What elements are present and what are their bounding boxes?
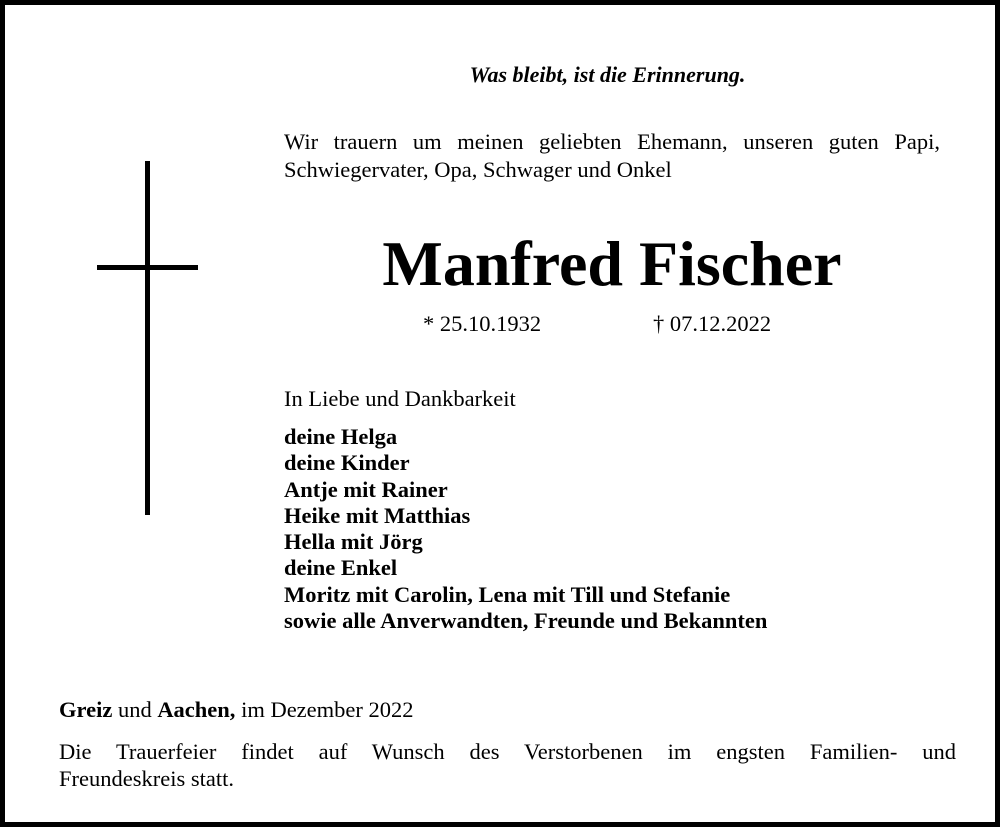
city-aachen: Aachen,	[157, 697, 236, 722]
mourner-line: Moritz mit Carolin, Lena mit Till und Stefanie	[284, 581, 731, 607]
intro-text: Wir trauern um meinen geliebten Ehemann, unseren guten Papi, Schwiegervater, Opa, Schwager und Onkel	[284, 129, 940, 182]
place-conjunction: und	[117, 697, 152, 722]
mourner-line: deine Enkel	[284, 555, 398, 581]
funeral-notice-line: Die Trauerfeier findet auf Wunsch des Verstorbenen im engsten Familien- und	[59, 739, 956, 764]
mourners-list	[284, 424, 767, 634]
city-greiz: Greiz	[59, 697, 113, 722]
cross-icon	[145, 161, 150, 515]
mourner-line: Antje mit Rainer	[284, 476, 448, 502]
mourner-line: sowie alle Anverwandten, Freunde und Bekannten	[284, 608, 768, 634]
mourner-line: deine Kinder	[284, 450, 410, 476]
deceased-name: Manfred Fischer	[382, 228, 842, 299]
death-date: † 07.12.2022	[653, 311, 772, 336]
mourner-line: Heike mit Matthias	[284, 502, 471, 528]
funeral-notice-line: Freundeskreis statt.	[59, 766, 234, 791]
motto: Was bleibt, ist die Erinnerung.	[469, 62, 746, 87]
birth-date: * 25.10.1932	[423, 311, 542, 336]
mourner-line: deine Helga	[284, 424, 398, 449]
mourner-line: Hella mit Jörg	[284, 529, 423, 555]
funeral-notice	[59, 738, 956, 792]
closing-phrase: In Liebe und Dankbarkeit	[284, 386, 516, 411]
cross-icon-bar	[97, 265, 198, 270]
place-date: im Dezember 2022	[241, 697, 414, 722]
place-and-date	[59, 696, 414, 724]
